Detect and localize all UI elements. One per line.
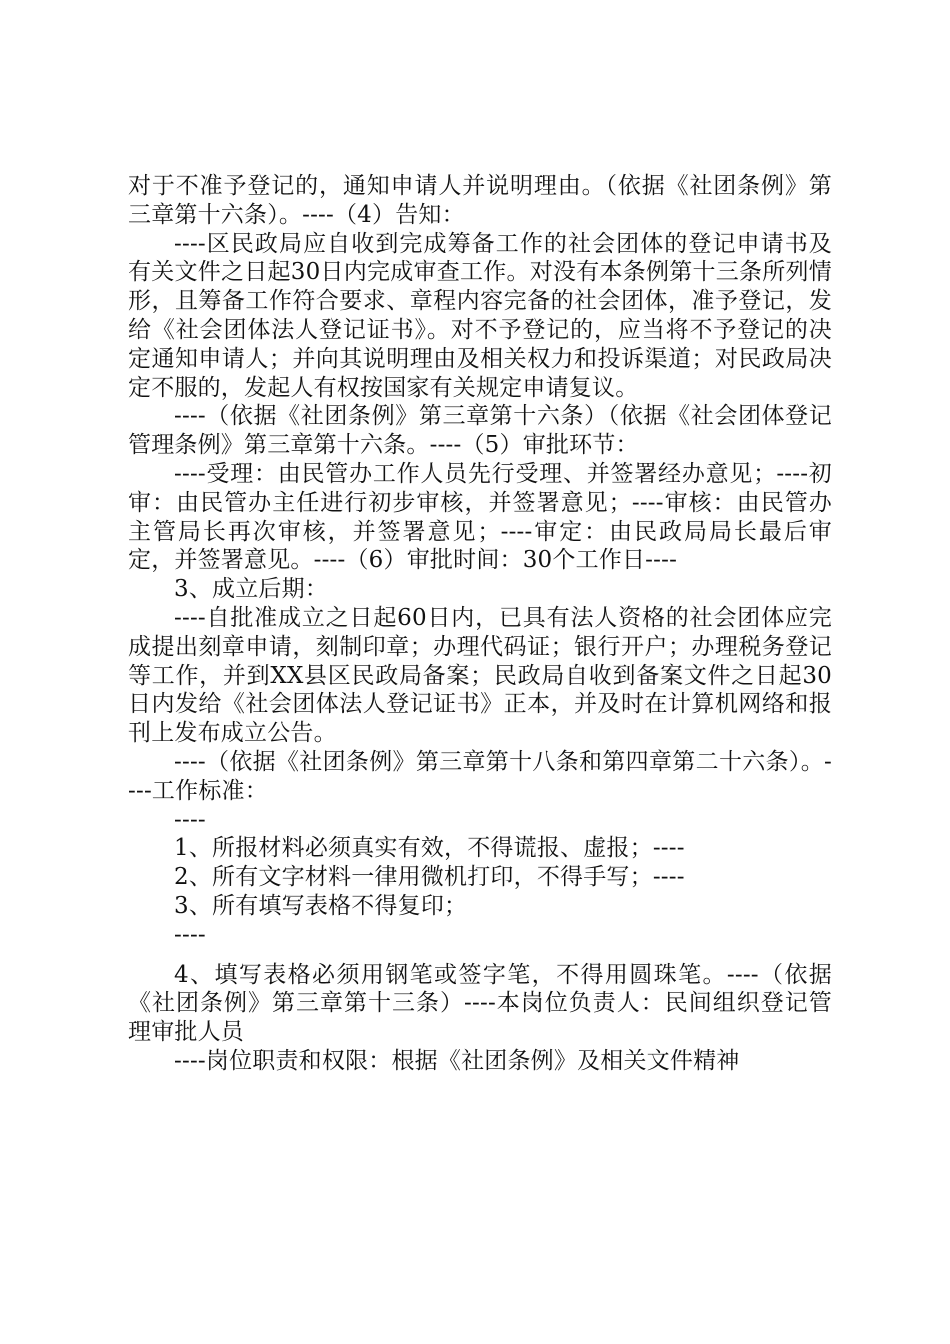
paragraph-standard-2: 2、所有文字材料一律用微机打印，不得手写；----: [174, 864, 685, 891]
paragraph-duties-authority: ----岗位职责和权限：根据《社团条例》及相关文件精神: [174, 1047, 740, 1074]
paragraph-separator-2: ----: [174, 921, 206, 948]
paragraph-standard-1: 1、所报材料必须真实有效，不得谎报、虚报；----: [174, 835, 685, 862]
paragraph-separator-1: ----: [174, 806, 206, 833]
paragraph-standard-4: 4、填写表格必须用钢笔或签字笔，不得用圆珠笔。----（依据《社团条例》第三章第十三条）----本岗位负责人：民间组织登记管理审批人员: [128, 961, 832, 1046]
paragraph-post-establishment-heading: 3、成立后期：: [174, 576, 329, 603]
paragraph-basis-work-standards: ----（依据《社团条例》第三章第十八条和第四章第二十六条）。----工作标准：: [128, 748, 832, 804]
paragraph-post-establishment-tasks: ----自批准成立之日起60日内，已具有法人资格的社会团体应完成提出刻章申请，刻制印章；办理代码证；银行开户；办理税务登记等工作，并到XX县区民政局备案；民政局自收到备案文件之日起30日内发给《社会团体法人登记证书》正本，并及时在计算机网络和报刊上发布成立公告。: [128, 604, 832, 747]
document-body: [128, 172, 832, 1076]
paragraph-basis-approval-steps: ----（依据《社团条例》第三章第十六条）（依据《社会团体登记管理条例》第三章第十六条。----（5）审批环节：: [128, 403, 832, 459]
paragraph-approval-stages: ----受理：由民管办工作人员先行受理、并签署经办意见；----初审：由民管办主任进行初步审核，并签署意见；----审核：由民管办主管局长再次审核，并签署意见；----审定：由民政局局长最后审定，并签署意见。----（6）审批时间：30个工作日----: [128, 460, 832, 574]
paragraph-review-process: ----区民政局应自收到完成筹备工作的社会团体的登记申请书及有关文件之日起30日内完成审查工作。对没有本条例第十三条所列情形，且筹备工作符合要求、章程内容完备的社会团体，准予登记，发给《社会团体法人登记证书》。对不予登记的，应当将不予登记的决定通知申请人；并向其说明理由及相关权力和投诉渠道；对民政局决定不服的，发起人有权按国家有关规定申请复议。: [128, 230, 832, 401]
paragraph-standard-3: 3、所有填写表格不得复印；: [174, 892, 468, 919]
paragraph-refusal-notice: 对于不准予登记的，通知申请人并说明理由。（依据《社团条例》第三章第十六条）。----（4）告知：: [128, 173, 832, 228]
